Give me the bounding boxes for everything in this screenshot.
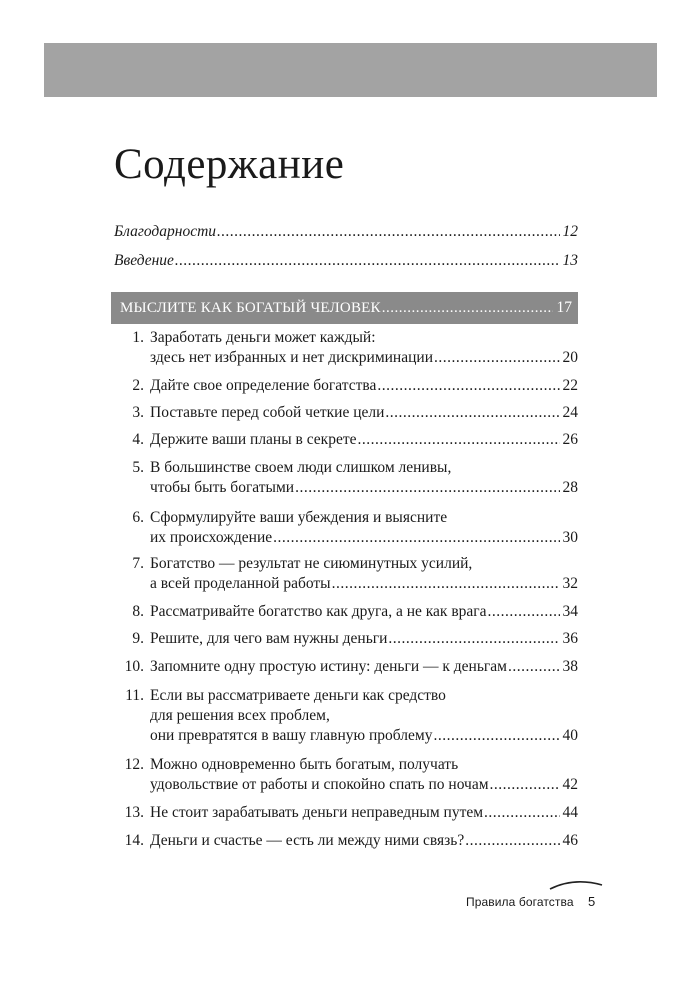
toc-entry-acknowledgements[interactable] <box>114 222 578 242</box>
toc-item-final-line <box>150 430 578 450</box>
dot-leader <box>490 775 560 795</box>
toc-item-page: 26 <box>562 431 578 448</box>
toc-item-number: 5. <box>132 459 144 476</box>
toc-item-final-line <box>150 403 578 423</box>
toc-item-text: Держите ваши планы в секрете <box>150 431 357 448</box>
toc-item-text: Не стоит зарабатывать деньги неправедным путем <box>150 804 484 821</box>
footer-page-number: 5 <box>587 894 596 909</box>
toc-item-body <box>150 403 578 423</box>
toc-item-body <box>150 328 578 368</box>
toc-item-final-line <box>150 602 578 622</box>
toc-item-final-line <box>150 726 578 746</box>
toc-item-number: 12. <box>124 756 144 773</box>
toc-item-line: Сформулируйте ваши убеждения и выясните <box>150 509 448 526</box>
dot-leader <box>484 803 559 823</box>
toc-item-body <box>150 657 578 677</box>
toc-item-text: Поставьте перед собой четкие цели <box>150 404 385 421</box>
toc-entry-page: 13 <box>562 252 578 269</box>
footer-book-title: Правила богатства <box>466 895 574 909</box>
toc-item-text: Дайте свое определение богатства <box>150 377 377 394</box>
toc-item-page: 38 <box>562 658 578 675</box>
toc-item-number: 3. <box>132 404 144 421</box>
toc-item-body <box>150 376 578 396</box>
toc-item-number: 10. <box>124 658 144 675</box>
dot-leader <box>382 300 553 317</box>
toc-item-page: 24 <box>562 404 578 421</box>
toc-item-page: 46 <box>562 832 578 849</box>
toc-item-final-line <box>150 657 578 677</box>
toc-item-page: 22 <box>562 377 578 394</box>
toc-item-text: Деньги и счастье — есть ли между ними связь? <box>150 832 465 849</box>
dot-leader <box>377 376 559 396</box>
dot-leader <box>488 602 560 622</box>
toc-item-number: 6. <box>132 509 144 526</box>
dot-leader <box>273 528 559 548</box>
page-title: Содержание <box>114 141 345 188</box>
dot-leader <box>217 222 559 242</box>
toc-item-final-line <box>150 528 578 548</box>
toc-item-final-line <box>150 478 578 498</box>
section-label: МЫСЛИТЕ КАК БОГАТЫЙ ЧЕЛОВЕК <box>120 299 381 316</box>
toc-item-final-line <box>150 348 578 368</box>
toc-item-body <box>150 554 578 594</box>
toc-item-number: 1. <box>132 329 144 346</box>
toc-entry-page: 12 <box>562 223 578 240</box>
toc-item-page: 44 <box>562 804 578 821</box>
toc-item-number: 8. <box>132 603 144 620</box>
toc-item-page: 36 <box>562 630 578 647</box>
toc-item-body <box>150 508 578 548</box>
toc-item-final-line <box>150 775 578 795</box>
toc-item-line: для решения всех проблем, <box>150 707 330 724</box>
toc-item-page: 30 <box>562 529 578 546</box>
toc-item-final-line <box>150 831 578 851</box>
toc-item-line: Богатство — результат не сиюминутных усилий, <box>150 555 473 572</box>
toc-item-body <box>150 803 578 823</box>
toc-item-number: 11. <box>125 687 144 704</box>
toc-item-body <box>150 831 578 851</box>
dot-leader <box>357 430 559 450</box>
toc-entry-label: Введение <box>114 252 174 269</box>
section-page: 17 <box>556 299 572 316</box>
toc-item-number: 7. <box>132 555 144 572</box>
toc-item-number: 9. <box>132 630 144 647</box>
toc-item-body <box>150 602 578 622</box>
dot-leader <box>465 831 559 851</box>
toc-item-text: а всей проделанной работы <box>150 575 331 592</box>
toc-entry-introduction[interactable] <box>114 251 578 271</box>
toc-item-text: чтобы быть богатыми <box>150 479 295 496</box>
toc-item-final-line <box>150 803 578 823</box>
toc-item-text: Запомните одну простую истину: деньги — к деньгам <box>150 658 507 675</box>
toc-item-text: Решите, для чего вам нужны деньги <box>150 630 388 647</box>
toc-item-text: удовольствие от работы и спокойно спать по ночам <box>150 776 489 793</box>
toc-item-text: они превратятся в вашу главную проблему <box>150 727 433 744</box>
toc-item-text: Рассматривайте богатство как друга, а не как врага <box>150 603 487 620</box>
toc-item-body <box>150 629 578 649</box>
toc-item-page: 34 <box>562 603 578 620</box>
toc-item-final-line <box>150 574 578 594</box>
toc-item-body <box>150 458 578 498</box>
toc-item-text: их происхождение <box>150 529 273 546</box>
toc-item-body <box>150 686 578 746</box>
dot-leader <box>508 657 560 677</box>
toc-item-number: 4. <box>132 431 144 448</box>
toc-item-page: 20 <box>562 349 578 366</box>
toc-item-line: Если вы рассматриваете деньги как средство <box>150 687 446 704</box>
toc-item-line: В большинстве своем люди слишком ленивы, <box>150 459 452 476</box>
toc-item-number: 2. <box>132 377 144 394</box>
toc-entry-label: Благодарности <box>114 223 217 240</box>
toc-item-body <box>150 755 578 795</box>
page-footer <box>466 894 595 910</box>
footer-arc-ornament <box>548 876 604 890</box>
toc-item-line: Можно одновременно быть богатым, получать <box>150 756 459 773</box>
toc-item-page: 40 <box>562 727 578 744</box>
toc-item-final-line <box>150 629 578 649</box>
toc-item-line: Заработать деньги может каждый: <box>150 329 376 346</box>
dot-leader <box>433 726 559 746</box>
toc-item-page: 32 <box>562 575 578 592</box>
dot-leader <box>175 251 560 271</box>
header-band <box>44 43 657 97</box>
dot-leader <box>385 403 559 423</box>
toc-item-number: 13. <box>124 804 144 821</box>
toc-item-text: здесь нет избранных и нет дискриминации <box>150 349 433 366</box>
toc-item-page: 28 <box>562 479 578 496</box>
dot-leader <box>434 348 560 368</box>
toc-item-page: 42 <box>562 776 578 793</box>
dot-leader <box>332 574 560 594</box>
toc-item-number: 14. <box>124 832 144 849</box>
dot-leader <box>295 478 559 498</box>
toc-section-header[interactable] <box>111 292 578 324</box>
toc-item-body <box>150 430 578 450</box>
toc-item-final-line <box>150 376 578 396</box>
dot-leader <box>388 629 559 649</box>
